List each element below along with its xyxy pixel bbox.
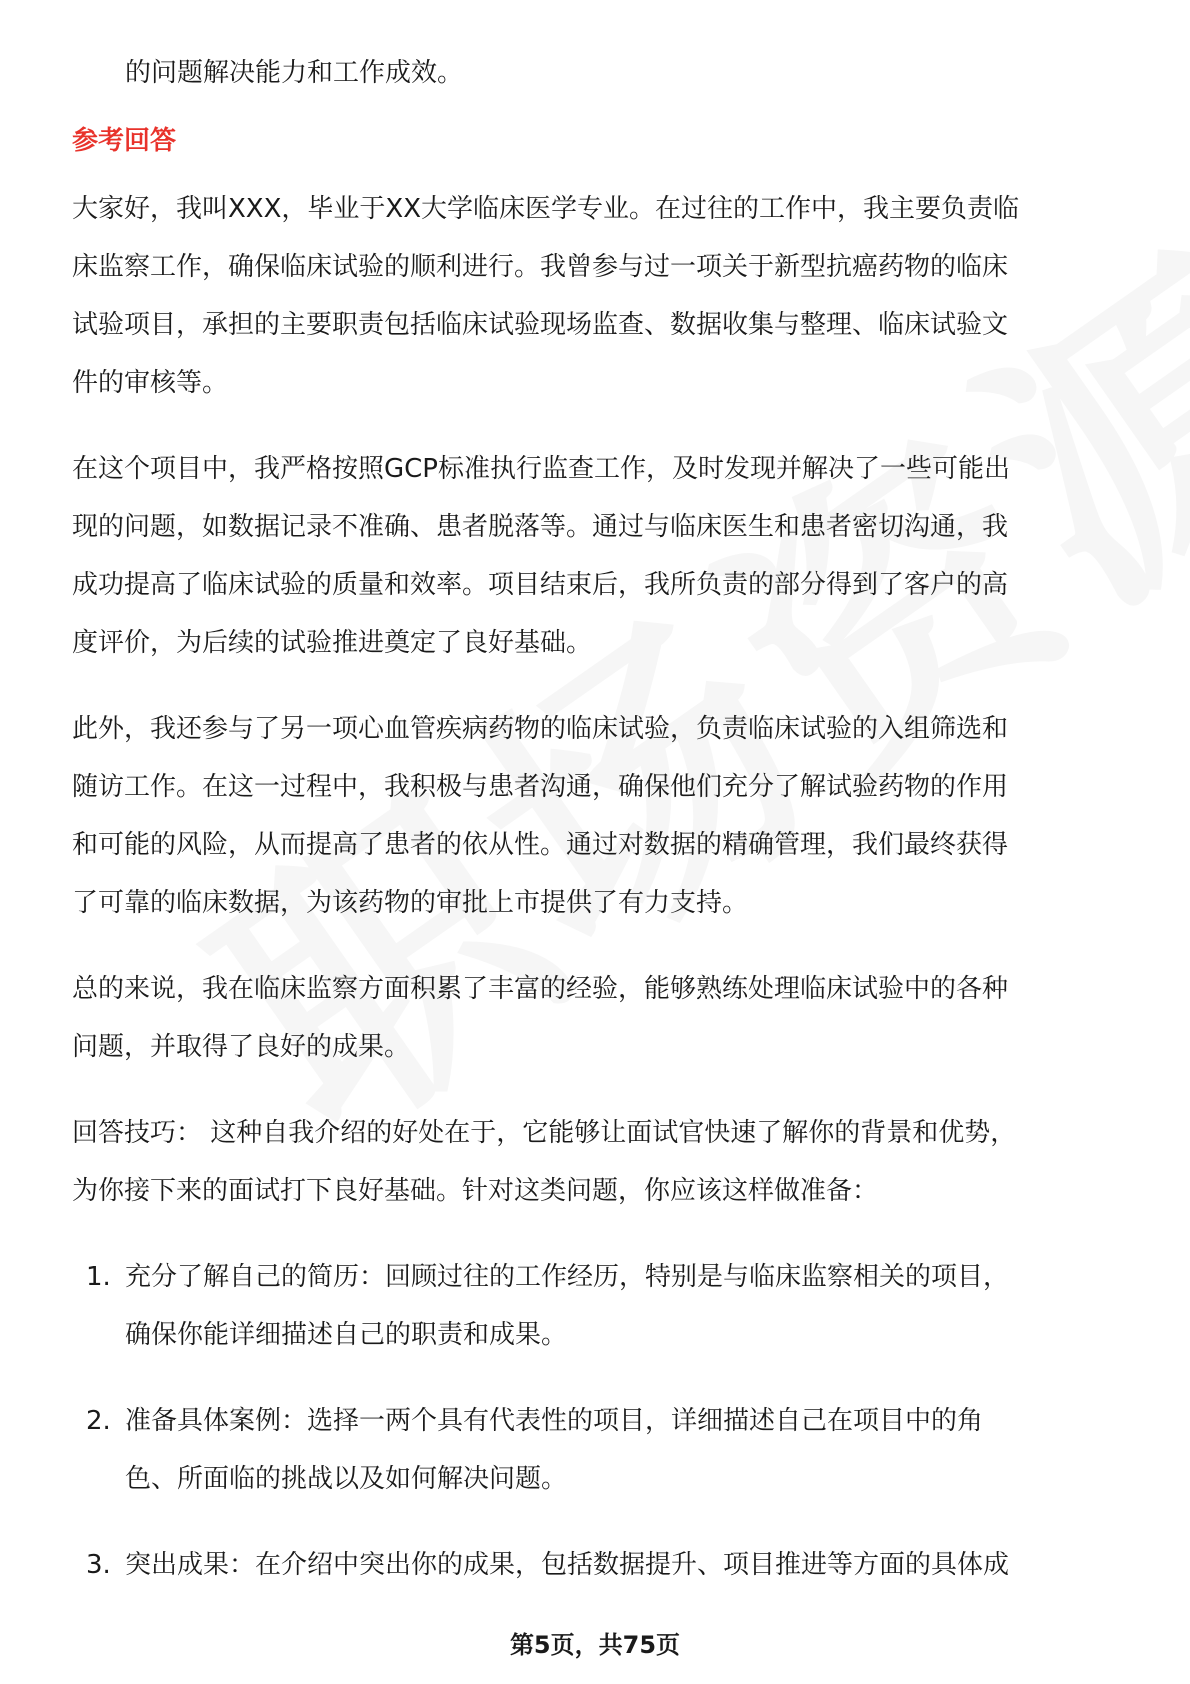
paragraph-line: 试验项目，承担的主要职责包括临床试验现场监查、数据收集与整理、临床试验文 bbox=[72, 310, 1009, 340]
section-heading: 参考回答 bbox=[72, 126, 177, 156]
list-item bbox=[72, 1536, 1122, 1594]
list-number: 2. bbox=[86, 1406, 111, 1436]
list-item-line: 色、所面临的挑战以及如何解决问题。 bbox=[125, 1464, 568, 1494]
list-item bbox=[72, 1392, 1122, 1508]
paragraph-line: 回答技巧： 这种自我介绍的好处在于，它能够让面试官快速了解你的背景和优势， bbox=[72, 1118, 1017, 1148]
list-number: 1. bbox=[86, 1262, 111, 1292]
list-item-line: 确保你能详细描述自己的职责和成果。 bbox=[125, 1320, 568, 1350]
paragraph-line: 问题，并取得了良好的成果。 bbox=[72, 1032, 411, 1062]
page-footer: 第5页，共75页 bbox=[509, 1631, 681, 1659]
paragraph-line: 现的问题，如数据记录不准确、患者脱落等。通过与临床医生和患者密切沟通，我 bbox=[72, 512, 1009, 542]
paragraph-line: 度评价，为后续的试验推进奠定了良好基础。 bbox=[72, 628, 593, 658]
paragraph-line: 了可靠的临床数据，为该药物的审批上市提供了有力支持。 bbox=[72, 888, 749, 918]
paragraph-1 bbox=[72, 180, 1122, 412]
intro-line: 的问题解决能力和工作成效。 bbox=[125, 58, 464, 88]
paragraph-line: 为你接下来的面试打下良好基础。针对这类问题，你应该这样做准备： bbox=[72, 1176, 879, 1206]
list-item-line: 充分了解自己的简历：回顾过往的工作经历，特别是与临床监察相关的项目， bbox=[125, 1262, 1010, 1292]
paragraph-2 bbox=[72, 440, 1122, 672]
list-item bbox=[72, 1248, 1122, 1364]
paragraph-line: 此外，我还参与了另一项心血管疾病药物的临床试验，负责临床试验的入组筛选和 bbox=[72, 714, 1009, 744]
paragraph-line: 随访工作。在这一过程中，我积极与患者沟通，确保他们充分了解试验药物的作用 bbox=[72, 772, 1009, 802]
paragraph-line: 在这个项目中，我严格按照GCP标准执行监查工作，及时发现并解决了一些可能出 bbox=[72, 454, 1010, 484]
paragraph-3 bbox=[72, 700, 1122, 932]
tips-list bbox=[72, 1248, 1122, 1594]
paragraph-line: 大家好，我叫XXX，毕业于XX大学临床医学专业。在过往的工作中，我主要负责临 bbox=[72, 194, 1020, 224]
paragraph-line: 件的审核等。 bbox=[72, 368, 229, 398]
list-item-line: 准备具体案例：选择一两个具有代表性的项目，详细描述自己在项目中的角 bbox=[125, 1406, 984, 1436]
paragraph-line: 和可能的风险，从而提高了患者的依从性。通过对数据的精确管理，我们最终获得 bbox=[72, 830, 1009, 860]
list-number: 3. bbox=[86, 1550, 111, 1580]
list-item-line: 突出成果：在介绍中突出你的成果，包括数据提升、项目推进等方面的具体成 bbox=[125, 1550, 1010, 1580]
paragraph-line: 总的来说，我在临床监察方面积累了丰富的经验，能够熟练处理临床试验中的各种 bbox=[72, 974, 1009, 1004]
document-body bbox=[72, 44, 1122, 1622]
paragraph-4 bbox=[72, 960, 1122, 1076]
paragraph-line: 成功提高了临床试验的质量和效率。项目结束后，我所负责的部分得到了客户的高 bbox=[72, 570, 1009, 600]
paragraph-line: 床监察工作，确保临床试验的顺利进行。我曾参与过一项关于新型抗癌药物的临床 bbox=[72, 252, 1009, 282]
paragraph-tips bbox=[72, 1104, 1122, 1220]
